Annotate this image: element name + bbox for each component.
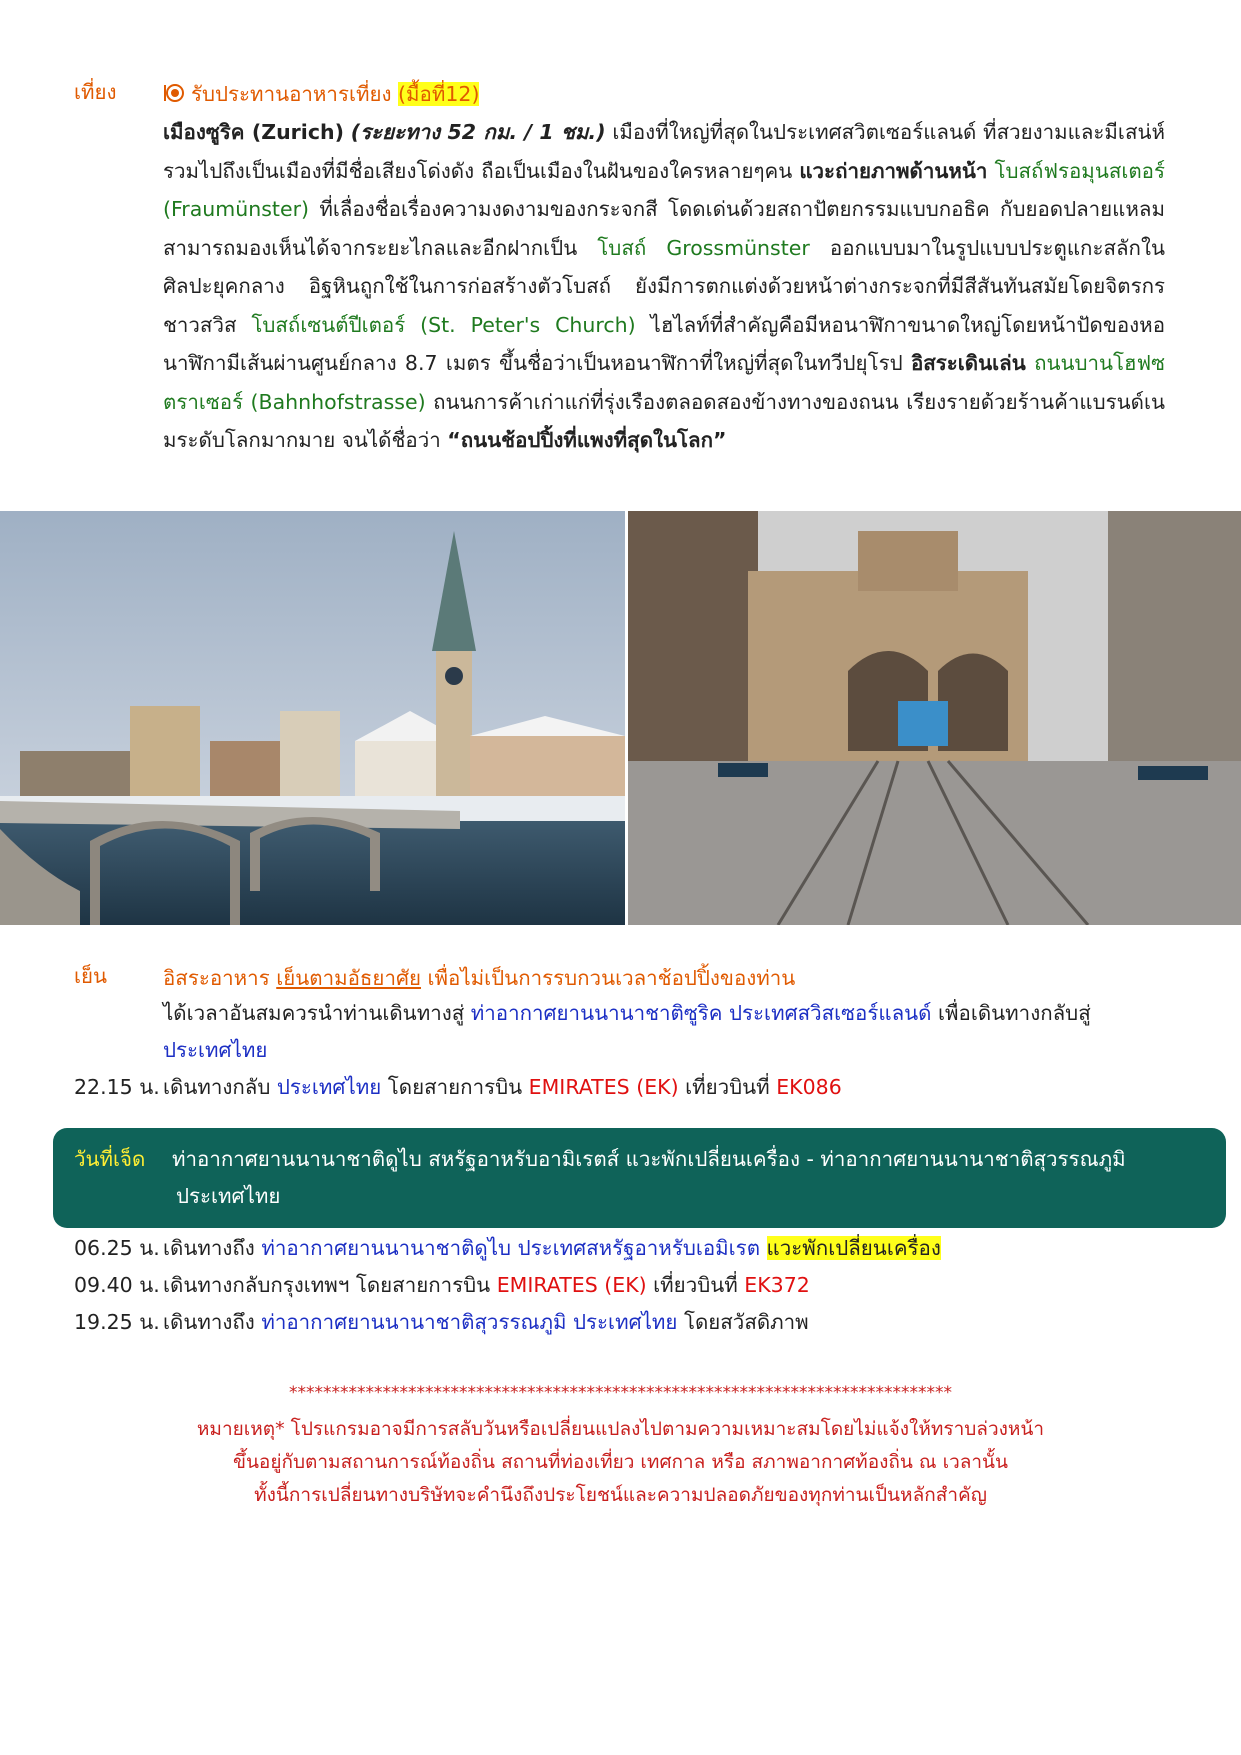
note-line-2: ขึ้นอยู่กับตามสถานการณ์ท้องถิ่น สถานที่ท่องเที่ยว เทศกาล หรือ สภาพอากาศท้องถิ่น ณ เวลานั้น bbox=[232, 1451, 1009, 1473]
day7-label: วันที่เจ็ด bbox=[74, 1147, 146, 1171]
lunch-title-text: รับประทานอาหารเที่ยง bbox=[191, 82, 392, 106]
dining-icon bbox=[163, 82, 185, 109]
bahnhofstrasse-link: ถนนบานโฮฟซตราเซอร์ (Bahnhofstrasse) bbox=[163, 351, 1165, 414]
grossmunster-link: โบสถ์ Grossmünster bbox=[597, 235, 810, 260]
lunch-label: เที่ยง bbox=[74, 80, 117, 104]
dinner-line-3: ประเทศไทย bbox=[163, 1038, 268, 1062]
note-divider: ****************************************************************************** bbox=[289, 1383, 952, 1403]
fraumunster-photo bbox=[0, 511, 625, 925]
sched-time: 19.25 น. bbox=[74, 1310, 160, 1334]
flight-number-ek086: EK086 bbox=[776, 1075, 842, 1099]
sched-line-0940: เดินทางกลับกรุงเทพฯ โดยสายการบิน EMIRATES (EK) เที่ยวบินที่ EK372 bbox=[163, 1273, 810, 1297]
dinner-line-2: ได้เวลาอันสมควรนำท่านเดินทางสู่ ท่าอากาศยานนานาชาติซูริค ประเทศสวิสเซอร์แลนด์ เพื่อเดินทางกลับสู่ bbox=[163, 1001, 1091, 1025]
day7-title-line2: ประเทศไทย bbox=[176, 1184, 281, 1208]
zurich-paragraph: เมืองซูริค (Zurich) (ระยะทาง 52 กม. / 1 ชม.) เมืองที่ใหญ่ที่สุดในประเทศสวิตเซอร์แลนด์ ที่สวยงามและมีเสน่ห์ รวมไปถึงเป็นเมืองที่มีชื่อเสียงโด่งดัง ถือเป็นเมืองในฝันของใครหลายๆคน แวะถ่ายภาพด้านหน้า โบสถ์ฟรอมุนสเตอร์ (Fraumünster) ที่เลื่องชื่อเรื่องความงดงามของกระจกสี โดดเด่นด้วยสถาปัตยกรรมแบบกอธิค กับยอดปลายแหลมสามารถมองเห็นได้จากระยะไกลและอีกฝากเป็น โบสถ์ Grossmünster ออกแบบมาในรูปแบบประตูแกะสลักในศิลปะยุคกลาง อิฐหินถูกใช้ในการก่อสร้างตัวโบสถ์ ยังมีการตกแต่งด้วยหน้าต่างกระจกที่มีสีสันทันสมัยโดยจิตรกรชาวสวิส โบสถ์เซนต์ปีเตอร์ (St. Peter's Church) ไฮไลท์ที่สำคัญคือมีหอนาฬิกาขนาดใหญ่โดยหน้าปัดของหอนาฬิกามีเส้นผ่านศูนย์กลาง 8.7 เมตร ขึ้นชื่อว่าเป็นหอนาฬิกาที่ใหญ่ที่สุดในทวีปยุโรป อิสระเดินเล่น ถนนบานโฮฟซตราเซอร์ (Bahnhofstrasse) ถนนการค้าเก่าแก่ที่รุ่งเรืองตลอดสองข้างทางของถนน เรียงรายด้วยร้านค้าแบรนด์เนมระดับโลกมากมาย จนได้ชื่อว่า “ถนนช้อปปิ้งที่แพงที่สุดในโลก” bbox=[163, 120, 1166, 452]
lunch-title bbox=[163, 78, 479, 111]
meal-number: (มื้อที่12) bbox=[398, 82, 480, 106]
day7-title-line1: ท่าอากาศยานนานาชาติดูไบ สหรัฐอาหรับอามิเรตส์ แวะพักเปลี่ยนเครื่อง - ท่าอากาศยานนานาชาติสุวรรณภูมิ bbox=[172, 1147, 1126, 1171]
sched-time: 09.40 น. bbox=[74, 1273, 160, 1297]
flight-line-ek086: เดินทางกลับ ประเทศไทย โดยสายการบิน EMIRATES (EK) เที่ยวบินที่ EK086 bbox=[163, 1075, 842, 1099]
sched-line-0625: เดินทางถึง ท่าอากาศยานนานาชาติดูไบ ประเทศสหรัฐอาหรับเอมิเรต แวะพักเปลี่ยนเครื่อง bbox=[163, 1236, 941, 1260]
bahnhofstrasse-photo bbox=[628, 511, 1241, 925]
st-peter-link: โบสถ์เซนต์ปีเตอร์ (St. Peter's Church) bbox=[251, 312, 636, 337]
note-line-3: ทั้งนี้การเปลี่ยนทางบริษัทจะคำนึงถึงประโยชน์และความปลอดภัยของทุกท่านเป็นหลักสำคัญ bbox=[254, 1484, 987, 1506]
zurich-title: เมืองซูริค (Zurich) bbox=[163, 120, 344, 144]
sched-line-1925: เดินทางถึง ท่าอากาศยานนานาชาติสุวรรณภูมิ ประเทศไทย โดยสวัสดิภาพ bbox=[163, 1310, 809, 1334]
transit-highlight: แวะพักเปลี่ยนเครื่อง bbox=[766, 1236, 941, 1260]
fraumunster-link: โบสถ์ฟรอมุนสเตอร์ (Fraumünster) bbox=[163, 158, 1165, 221]
dinner-label: เย็น bbox=[74, 964, 108, 988]
sched-time: 06.25 น. bbox=[74, 1236, 160, 1260]
flight-time-2215: 22.15 น. bbox=[74, 1075, 160, 1099]
flight-number-ek372: EK372 bbox=[744, 1273, 810, 1297]
dinner-line-1: อิสระอาหาร เย็นตามอัธยาศัย เพื่อไม่เป็นการรบกวนเวลาช้อปปิ้งของท่าน bbox=[163, 966, 796, 990]
zurich-distance: (ระยะทาง 52 กม. / 1 ชม.) bbox=[350, 120, 606, 144]
note-line-1: หมายเหตุ* โปรแกรมอาจมีการสลับวันหรือเปลี่ยนแปลงไปตามความเหมาะสมโดยไม่แจ้งให้ทราบล่วงหน้า bbox=[196, 1418, 1045, 1440]
shopping-street-quote: “ถนนช้อปปิ้งที่แพงที่สุดในโลก” bbox=[447, 428, 727, 452]
zurich-airport-link: ท่าอากาศยานนานาชาติซูริค ประเทศสวิสเซอร์แลนด์ bbox=[470, 1001, 932, 1025]
